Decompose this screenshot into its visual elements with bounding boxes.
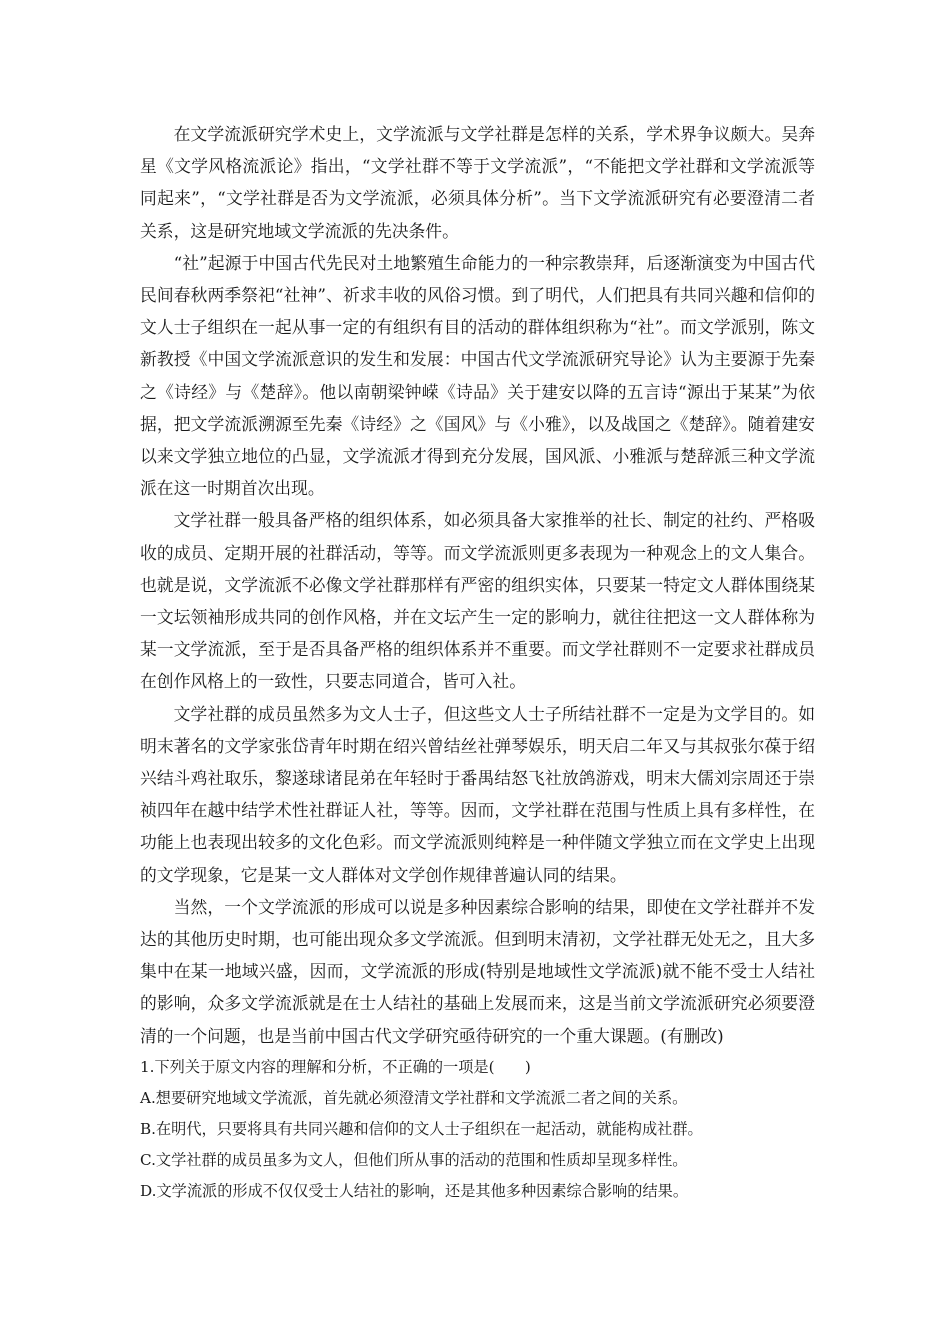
article-paragraph-5: 当然，一个文学流派的形成可以说是多种因素综合影响的结果，即使在文学社群并不发达的其他历史时期，也可能出现众多文学流派。但到明末清初，文学社群无处无之，且大多集中在某一地域兴盛，因而，文学流派的形成(特别是地域性文学流派)就不能不受士人结社的影响，众多文学流派就是在士人结社的基础上发展而来，这是当前文学流派研究必须要澄清的一个问题，也是当前中国古代文学研究亟待研究的一个重大课题。(有删改) bbox=[140, 896, 815, 1046]
option-b: B.在明代，只要将具有共同兴趣和信仰的文人士子组织在一起活动，就能构成社群。 bbox=[140, 1119, 703, 1138]
option-a: A.想要研究地域文学流派，首先就必须澄清文学社群和文学流派二者之间的关系。 bbox=[140, 1088, 688, 1107]
article-paragraph-3: 文学社群一般具备严格的组织体系，如必须具备大家推举的社长、制定的社约、严格吸收的成员、定期开展的社群活动，等等。而文学流派则更多表现为一种观念上的文人集合。也就是说，文学流派不必像文学社群那样有严密的组织实体，只要某一特定文人群体围绕某一文坛领袖形成共同的创作风格，并在文坛产生一定的影响力，就往往把这一文人群体称为某一文学流派，至于是否具备严格的组织体系并不重要。而文学社群则不一定要求社群成员在创作风格上的一致性，只要志同道合，皆可入社。 bbox=[140, 510, 815, 692]
article-paragraph-4: 文学社群的成员虽然多为文人士子，但这些文人士子所结社群不一定是为文学目的。如明末著名的文学家张岱青年时期在绍兴曾结丝社弹琴娱乐，明天启二年又与其叔张尔葆于绍兴结斗鸡社取乐，黎遂球诸昆弟在年轻时于番禺结怒飞社放鸽游戏，明末大儒刘宗周还于崇祯四年在越中结学术性社群证人社，等等。因而，文学社群在范围与性质上具有多样性，在功能上也表现出较多的文化色彩。而文学流派则纯粹是一种伴随文学独立而在文学史上出现的文学现象，它是某一文人群体对文学创作规律普遍认同的结果。 bbox=[140, 703, 815, 885]
document-page bbox=[140, 118, 815, 1207]
question-stem: 1.下列关于原文内容的理解和分析，不正确的一项是( ) bbox=[140, 1057, 531, 1076]
article-paragraph-2: “社”起源于中国古代先民对土地繁殖生命能力的一种宗教崇拜，后逐渐演变为中国古代民间春秋两季祭祀“社神”、祈求丰收的风俗习惯。到了明代，人们把具有共同兴趣和信仰的文人士子组织在一起从事一定的有组织有目的活动的群体组织称为“社”。而文学派别，陈文新教授《中国文学流派意识的发生和发展：中国古代文学流派研究导论》认为主要源于先秦之《诗经》与《楚辞》。他以南朝梁钟嵘《诗品》关于建安以降的五言诗“源出于某某”为依据，把文学流派溯源至先秦《诗经》之《国风》与《小雅》，以及战国之《楚辞》。随着建安以来文学独立地位的凸显，文学流派才得到充分发展，国风派、小雅派与楚辞派三种文学流派在这一时期首次出现。 bbox=[140, 252, 815, 499]
option-c: C.文学社群的成员虽多为文人，但他们所从事的活动的范围和性质却呈现多样性。 bbox=[140, 1150, 688, 1169]
article-paragraph-1: 在文学流派研究学术史上，文学流派与文学社群是怎样的关系，学术界争议颇大。吴奔星《文学风格流派论》指出，“文学社群不等于文学流派”，“不能把文学社群和文学流派等同起来”，“文学社群是否为文学流派，必须具体分析”。当下文学流派研究有必要澄清二者关系，这是研究地域文学流派的先决条件。 bbox=[140, 124, 815, 241]
question-block bbox=[140, 1052, 815, 1207]
option-d: D.文学流派的形成不仅仅受士人结社的影响，还是其他多种因素综合影响的结果。 bbox=[140, 1181, 689, 1200]
article-body bbox=[140, 118, 815, 1052]
